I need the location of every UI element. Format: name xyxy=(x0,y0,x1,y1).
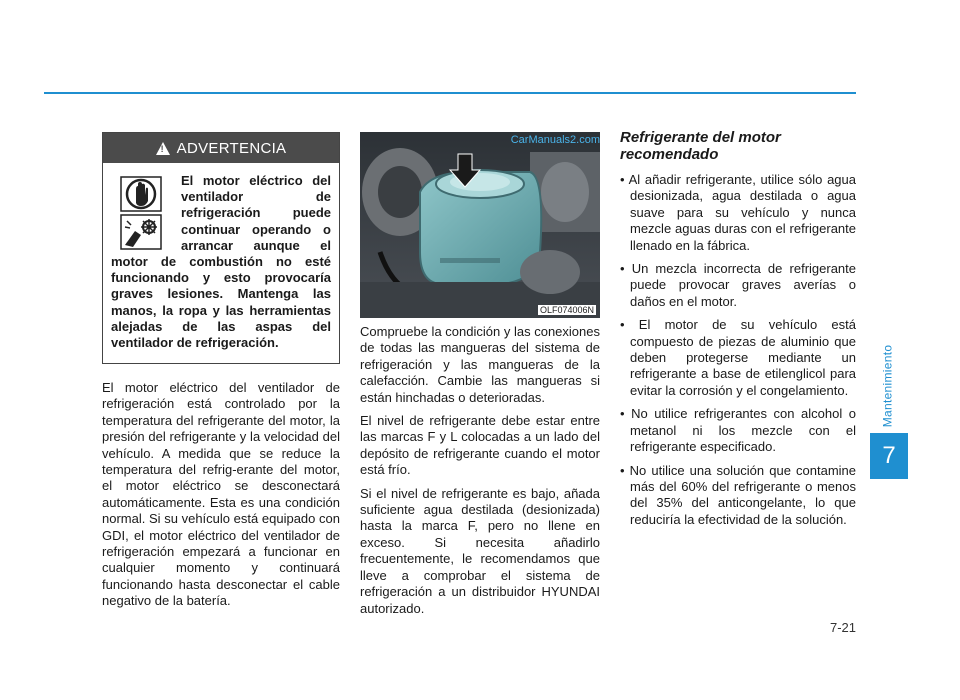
middle-paragraph: Compruebe la condición y las conexiones de todas las mangueras del sistema de refrigeración y las mangueras de la calefacción. Cambie las mangueras si están hinchadas o deterioradas. xyxy=(360,324,600,405)
page-number: 7-21 xyxy=(829,620,856,635)
middle-paragraph: Si el nivel de refrigerante es bajo, añada suficiente agua destilada (desionizada) hasta la marca F, pero no llene en exceso. Si necesita añadirlo frecuentemente, le recomendamos que lleve a comprobar el sistema de refrigeración a un distribuidor HYUNDAI autorizado. xyxy=(360,485,600,616)
list-item: • El motor de su vehículo está compuesto de piezas de aluminio que deben protegerse mediante un refrigerante a base de etilenglicol para evitar la corrosión y el congelamiento. xyxy=(620,317,856,399)
warning-text: El motor eléctrico del ventilador de refrigeración puede continuar operando o arrancar aunque el motor de combustión no esté funcionando y esto provocaría graves lesiones. Mantenga las manos, la ropa y las herramientas alejadas de las aspas del ventilador de refrigeración. xyxy=(111,173,331,351)
engine-bay-illustration xyxy=(360,132,600,318)
warning-box xyxy=(102,132,340,364)
middle-column xyxy=(360,324,600,624)
warning-title: ADVERTENCIA xyxy=(176,139,287,157)
coolant-reservoir-photo xyxy=(360,132,600,318)
warning-pictograms xyxy=(111,175,173,253)
hand-fan-icon xyxy=(111,175,173,253)
list-item: • Al añadir refrigerante, utilice sólo agua desionizada, agua destilada o agua suave para su vehículo y nunca mezcle aguas duras con el refrigerante llenado en la fábrica. xyxy=(620,172,856,254)
header-rule xyxy=(44,92,856,94)
warning-header xyxy=(103,133,339,163)
chapter-side-label xyxy=(874,336,900,436)
warning-body xyxy=(103,163,339,351)
section-title: Refrigerante del motor recomendado xyxy=(620,129,781,163)
warning-triangle-icon xyxy=(156,142,170,155)
middle-paragraph: El nivel de refrigerante debe estar entre las marcas F y L colocadas a un lado del depósito de refrigerante cuando el motor está frío. xyxy=(360,413,600,478)
chapter-number-tab: 7 xyxy=(870,433,908,479)
list-item: • No utilice una solución que contamine más del 60% del refrigerante o menos del 35% del anticongelante, lo que reduciría la efectividad de la solución. xyxy=(620,463,856,529)
left-paragraph: El motor eléctrico del ventilador de refrigeración está controlado por la temperatura del refrigerante del motor, la presión del refrigerante y la velocidad del vehículo. A medida que se reduce la temperatura del refrig-erante del motor, el motor eléctrico se desconectará automáticamente. Esta es una condición normal. Si su vehículo está equipado con GDI, el motor eléctrico del ventilador de refrigeración empezará a funcionar en cualquier momento y continuará funcionando hasta desconectar el cable negativo de la batería. xyxy=(102,380,340,609)
photo-code: OLF074006N xyxy=(539,305,594,315)
list-item: • No utilice refrigerantes con alcohol o metanol ni los mezcle con el refrigerante especificado. xyxy=(620,406,856,455)
left-column xyxy=(102,380,340,617)
chapter-name: Mantenimiento xyxy=(880,344,895,428)
list-item: • Un mezcla incorrecta de refrigerante puede provocar graves averías o daños en el motor. xyxy=(620,261,856,310)
photo-watermark: CarManuals2.com xyxy=(510,134,600,146)
coolant-bullet-list xyxy=(620,172,856,535)
